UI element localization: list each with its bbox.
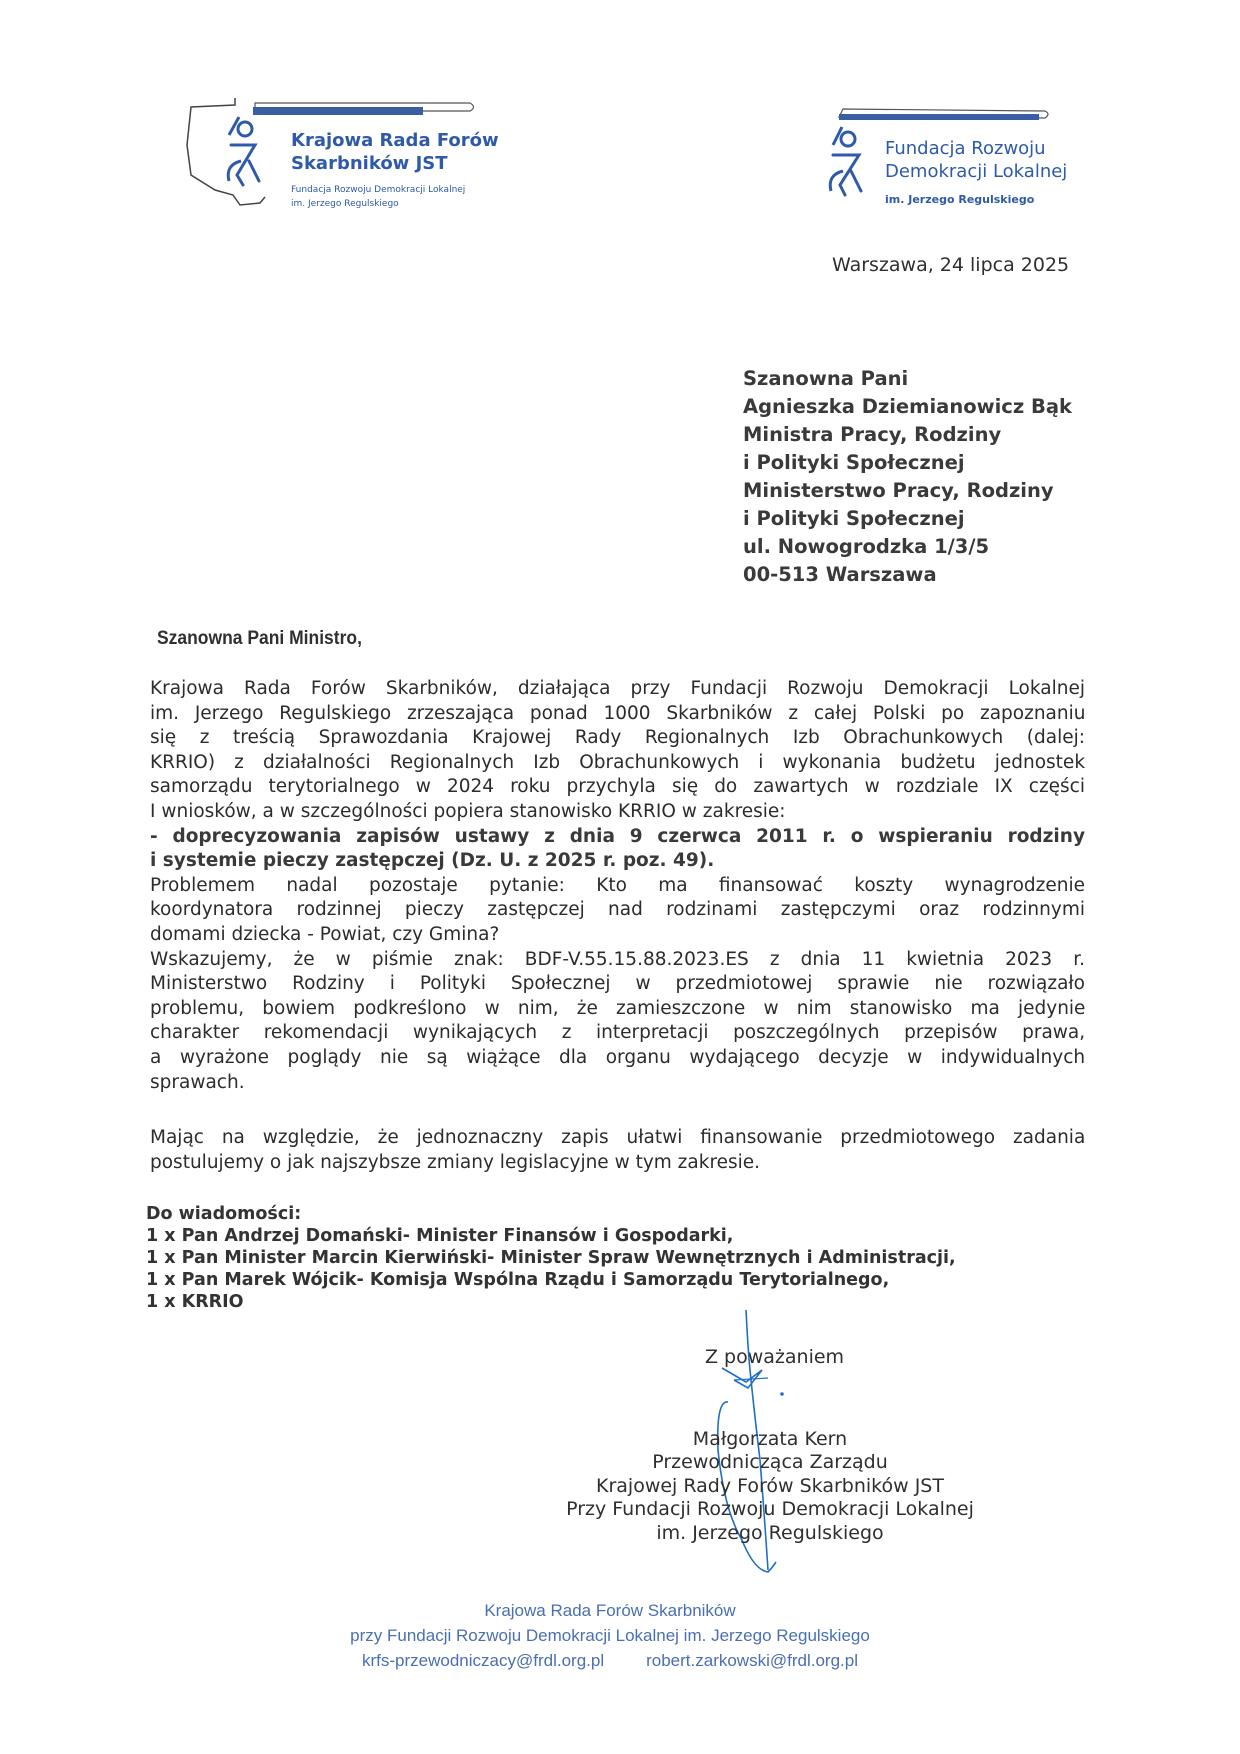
frdl-title-line1: Fundacja Rozwoju — [885, 138, 1046, 159]
cc-item: 1 x Pan Minister Marcin Kierwiński- Minister Spraw Wewnętrznych i Administracji, — [146, 1248, 956, 1268]
footer-email-contact[interactable]: robert.zarkowski@frdl.org.pl — [646, 1651, 858, 1670]
body-line: Wskazujemy, że w piśmie znak: BDF-V.55.15.88.2023.ES z dnia 11 kwietnia 2023 r. — [150, 948, 1086, 970]
body-paragraph-2 — [150, 1126, 1085, 1175]
frdl-logo-title — [885, 137, 1067, 183]
body-line: domami dziecka - Powiat, czy Gmina? — [150, 923, 500, 945]
body-line: postulujemy o jak najszybsze zmiany legislacyjne w tym zakresie. — [150, 1151, 761, 1173]
body-line: Problemem nadal pozostaje pytanie: Kto ma finansować koszty wynagrodzenie — [150, 874, 1085, 896]
body-paragraph-1 — [150, 677, 1085, 1095]
addressee-line: i Polityki Społecznej — [743, 451, 965, 474]
frdl-logo — [815, 105, 1115, 215]
signatory-org-line1: Krajowej Rady Forów Skarbników JST — [596, 1474, 944, 1497]
signatory-block — [540, 1428, 1000, 1545]
footer-email-chair[interactable]: krfs-przewodniczacy@frdl.org.pl — [362, 1651, 605, 1670]
frdl-title-line2: Demokracji Lokalnej — [885, 161, 1068, 182]
body-line-bold: i systemie pieczy zastępczej (Dz. U. z 2025 r. poz. 49). — [150, 850, 715, 872]
signatory-org-line2: Przy Fundacji Rozwoju Demokracji Lokalnej — [566, 1498, 974, 1521]
body-line: koordynatora rodzinnej pieczy zastępczej nad rodzinami zastępczymi oraz rodzinnymi — [150, 899, 1085, 921]
salutation: Szanowna Pani Ministro, — [157, 628, 362, 649]
footer-line2: przy Fundacji Rozwoju Demokracji Lokalnej im. Jerzego Regulskiego — [350, 1626, 870, 1645]
cc-item: 1 x Pan Marek Wójcik- Komisja Wspólna Rządu i Samorządu Terytorialnego, — [146, 1270, 890, 1290]
letter-date: Warszawa, 24 lipca 2025 — [832, 254, 1070, 276]
krfs-logo-subtitle — [291, 183, 465, 211]
body-line: Krajowa Rada Forów Skarbników, działająca przy Fundacji Rozwoju Demokracji Lokalnej — [150, 678, 1085, 699]
addressee-line: i Polityki Społecznej — [743, 507, 965, 530]
body-line: KRRIO) z działalności Regionalnych Izb Obrachunkowych i wykonania budżetu jednostek — [150, 751, 1086, 773]
addressee-line: Ministerstwo Pracy, Rodziny — [743, 479, 1054, 502]
body-line: charakter rekomendacji wynikających z interpretacji poszczególnych przepisów prawa, — [150, 1022, 1086, 1044]
body-line: a wyrażone poglądy nie są wiążące dla organu wydającego decyzje w indywidualnych — [150, 1046, 1086, 1068]
footer-line1: Krajowa Rada Forów Skarbników — [484, 1601, 736, 1620]
body-line: samorządu terytorialnego w 2024 roku przychyla się do zawartych w rozdziale IX części — [150, 776, 1085, 798]
cc-heading: Do wiadomości: — [146, 1204, 302, 1224]
footer — [300, 1598, 920, 1673]
body-line: Mając na względzie, że jednoznaczny zapis ułatwi finansowanie przedmiotowego zadania — [150, 1127, 1086, 1148]
cc-item: 1 x KRRIO — [146, 1292, 244, 1312]
signatory-org-line3: im. Jerzego Regulskiego — [656, 1521, 884, 1544]
cc-item: 1 x Pan Andrzej Domański- Minister Finansów i Gospodarki, — [146, 1226, 734, 1246]
signatory-role: Przewodnicząca Zarządu — [652, 1451, 888, 1474]
body-line: się z treścią Sprawozdania Krajowej Rady Regionalnych Izb Obrachunkowych (dalej: — [150, 727, 1085, 749]
addressee-block — [743, 365, 1072, 589]
body-line-bold: - doprecyzowania zapisów ustawy z dnia 9 czerwca 2011 r. o wspieraniu rodziny — [150, 825, 1085, 847]
addressee-line: Ministra Pracy, Rodziny — [743, 423, 1002, 446]
krfs-title-line1: Krajowa Rada Forów — [291, 130, 499, 151]
addressee-line: Szanowna Pani — [743, 367, 909, 390]
body-line: Ministerstwo Rodziny i Polityki Społecznej w przedmiotowej sprawie nie rozwiązało — [150, 973, 1085, 995]
frdl-logo-subtitle: im. Jerzego Regulskiego — [885, 193, 1035, 206]
krfs-title-line2: Skarbników JST — [291, 153, 448, 174]
addressee-line: Agnieszka Dziemianowicz Bąk — [743, 395, 1072, 418]
addressee-line: ul. Nowogrodzka 1/3/5 — [743, 535, 990, 558]
closing-phrase: Z poważaniem — [705, 1346, 845, 1368]
krfs-logo-title — [291, 129, 499, 175]
body-line: problemu, bowiem podkreślono w nim, że zamieszczone w nim stanowisko ma jedynie — [150, 997, 1086, 1019]
body-line: im. Jerzego Regulskiego zrzeszająca ponad 1000 Skarbników z całej Polski po zapoznaniu — [150, 702, 1086, 724]
krfs-sub-line2: im. Jerzego Regulskiego — [291, 199, 399, 209]
cc-list — [146, 1203, 956, 1313]
signatory-name: Małgorzata Kern — [692, 1428, 848, 1450]
addressee-line: 00-513 Warszawa — [743, 563, 937, 586]
krfs-sub-line1: Fundacja Rozwoju Demokracji Lokalnej — [291, 185, 466, 195]
body-line: sprawach. — [150, 1071, 245, 1093]
krfs-logo — [185, 95, 515, 220]
body-line: I wniosków, a w szczególności popiera stanowisko KRRIO w zakresie: — [150, 800, 786, 822]
